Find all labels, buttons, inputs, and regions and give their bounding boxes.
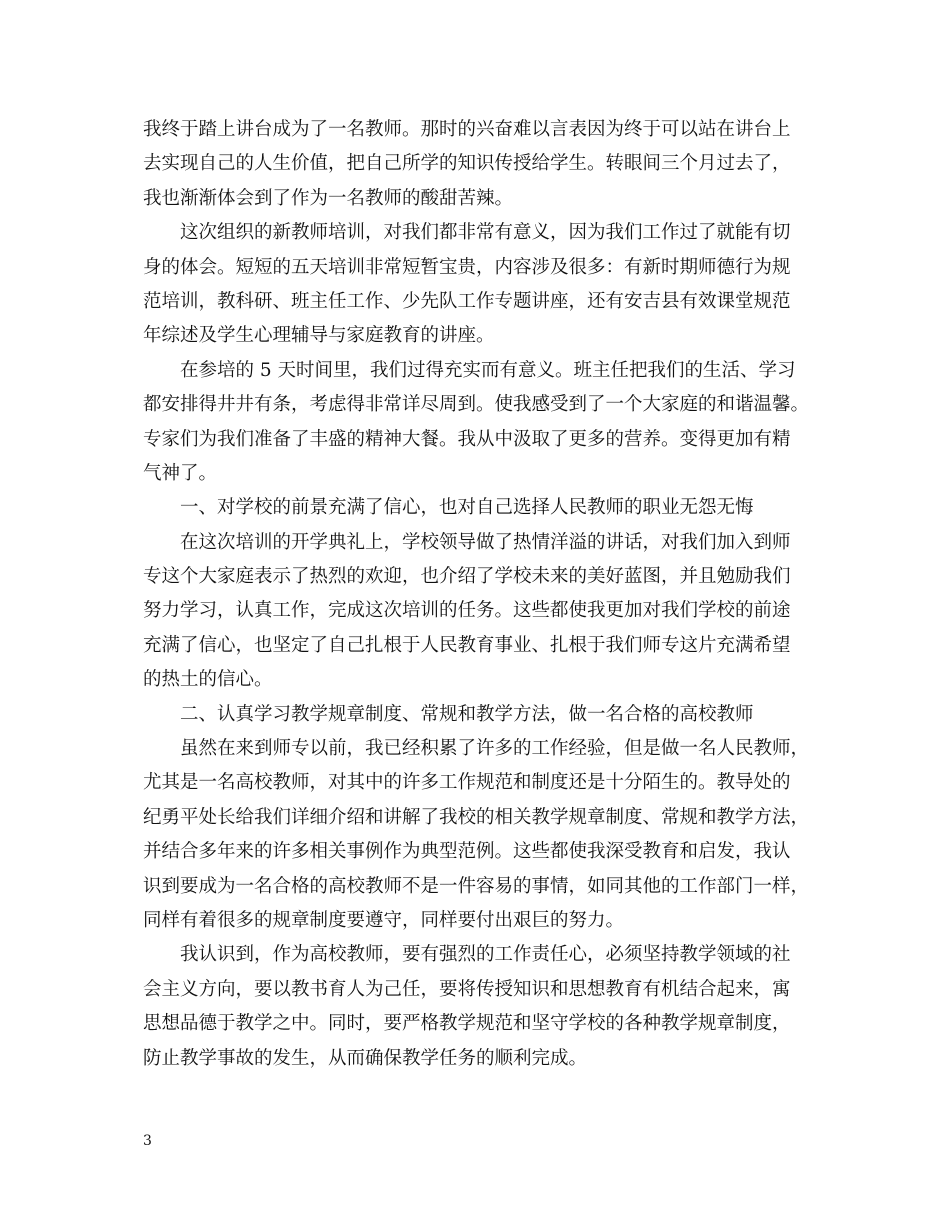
text-line: 在参培的 5 天时间里，我们过得充实而有意义。班主任把我们的生活、学习 bbox=[180, 359, 796, 381]
text-line: 纪勇平处长给我们详细介绍和讲解了我校的相关教学规章制度、常规和教学方法， bbox=[143, 806, 810, 828]
text-line: 范培训，教科研、班主任工作、少先队工作专题讲座，还有安吉县有效课堂规范 bbox=[143, 290, 791, 312]
text-line: 会主义方向，要以教书育人为己任，要将传授知识和思想教育有机结合起来，寓 bbox=[143, 978, 791, 1000]
text-line: 虽然在来到师专以前，我已经积累了许多的工作经验，但是做一名人民教师， bbox=[180, 738, 810, 760]
text-line: 专家们为我们准备了丰盛的精神大餐。我从中汲取了更多的营养。变得更加有精 bbox=[143, 428, 791, 450]
text-line: 身的体会。短短的五天培训非常短暂宝贵，内容涉及很多：有新时期师德行为规 bbox=[143, 256, 791, 278]
text-line: 同样有着很多的规章制度要遵守，同样要付出艰巨的努力。 bbox=[143, 909, 625, 931]
text-line: 防止教学事故的发生，从而确保教学任务的顺利完成。 bbox=[143, 1047, 588, 1069]
page-number: 3 bbox=[143, 1133, 152, 1149]
body-text bbox=[143, 113, 813, 1076]
text-line: 去实现自己的人生价值，把自己所学的知识传授给学生。转眼间三个月过去了， bbox=[143, 153, 791, 175]
text-line: 这次组织的新教师培训，对我们都非常有意义，因为我们工作过了就能有切 bbox=[180, 222, 791, 244]
section-heading: 一、对学校的前景充满了信心，也对自己选择人民教师的职业无怨无悔 bbox=[180, 497, 754, 519]
text-line: 年综述及学生心理辅导与家庭教育的讲座。 bbox=[143, 325, 495, 347]
text-line: 专这个大家庭表示了热烈的欢迎，也介绍了学校未来的美好蓝图，并且勉励我们 bbox=[143, 566, 791, 588]
text-line: 尤其是一名高校教师，对其中的许多工作规范和制度还是十分陌生的。教导处的 bbox=[143, 772, 791, 794]
text-line: 在这次培训的开学典礼上，学校领导做了热情洋溢的讲话，对我们加入到师 bbox=[180, 531, 791, 553]
text-line: 充满了信心，也坚定了自己扎根于人民教育事业、扎根于我们师专这片充满希望 bbox=[143, 634, 791, 656]
text-line: 的热土的信心。 bbox=[143, 669, 273, 691]
text-line: 我也渐渐体会到了作为一名教师的酸甜苦辣。 bbox=[143, 187, 514, 209]
text-line: 气神了。 bbox=[143, 462, 218, 484]
text-line: 我认识到，作为高校教师，要有强烈的工作责任心，必须坚持教学领域的社 bbox=[180, 944, 791, 966]
text-line: 我终于踏上讲台成为了一名教师。那时的兴奋难以言表因为终于可以站在讲台上 bbox=[143, 119, 791, 140]
section-heading: 二、认真学习教学规章制度、常规和教学方法，做一名合格的高校教师 bbox=[180, 703, 754, 725]
text-line: 思想品德于教学之中。同时，要严格教学规范和坚守学校的各种教学规章制度， bbox=[143, 1013, 791, 1035]
text-line: 识到要成为一名合格的高校教师不是一件容易的事情，如同其他的工作部门一样， bbox=[143, 875, 810, 897]
text-line: 并结合多年来的许多相关事例作为典型范例。这些都使我深受教育和启发，我认 bbox=[143, 841, 791, 863]
text-line: 都安排得井井有条，考虑得非常详尽周到。使我感受到了一个大家庭的和谐温馨。 bbox=[143, 394, 810, 416]
text-line: 努力学习，认真工作，完成这次培训的任务。这些都使我更加对我们学校的前途 bbox=[143, 600, 791, 622]
